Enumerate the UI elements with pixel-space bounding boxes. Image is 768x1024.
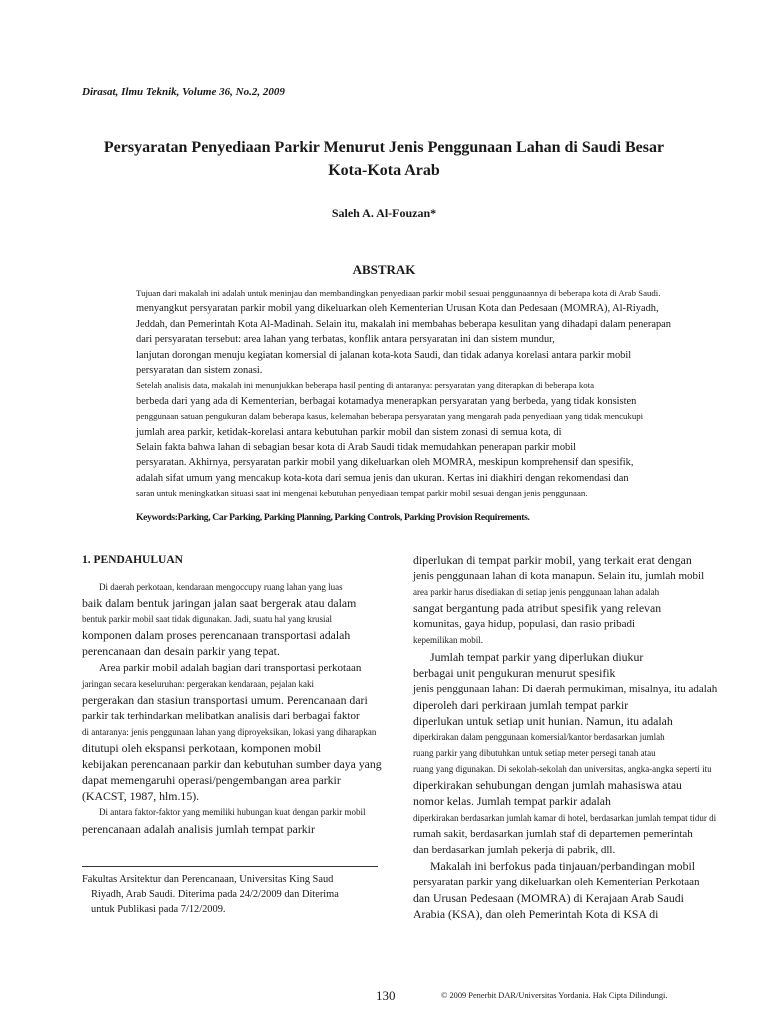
article-title bbox=[60, 136, 708, 182]
body-line: ditutupi oleh ekspansi perkotaan, komponen mobil bbox=[82, 741, 322, 756]
body-line: parkir tak terhindarkan melibatkan analisis dari berbagai faktor bbox=[82, 709, 360, 722]
body-line: rumah sakit, berdasarkan jumlah staf di departemen pemerintah bbox=[413, 827, 693, 840]
body-line: diperlukan di tempat parkir mobil, yang terkait erat dengan bbox=[413, 553, 692, 567]
body-line: jaringan secara keseluruhan: pergerakan kendaraan, pejalan kaki bbox=[82, 678, 314, 689]
body-line: perencanaan dan desain parkir yang tepat. bbox=[82, 644, 280, 659]
body-line: pergerakan dan stasiun transportasi umum. Perencanaan dari bbox=[82, 692, 368, 707]
body-line: diperkirakan berdasarkan jumlah kamar di hotel, berdasarkan jumlah tempat tidur di bbox=[413, 812, 717, 823]
body-line: komunitas, gaya hidup, populasi, dan rasio pribadi bbox=[413, 618, 636, 631]
body-line: jenis penggunaan lahan di kota manapun. Selain itu, jumlah mobil bbox=[413, 570, 705, 583]
body-line: diperlukan untuk setiap unit hunian. Namun, itu adalah bbox=[413, 713, 673, 728]
keywords: Keywords:Parking, Car Parking, Parking Planning, Parking Controls, Parking Provision Requirements. bbox=[136, 512, 530, 523]
left-column bbox=[82, 552, 407, 837]
footnote-rule bbox=[82, 866, 378, 867]
title-line: Kota-Kota Arab bbox=[328, 162, 440, 179]
abstract-line: lanjutan dorongan menuju kegiatan komersial di jalanan kota-kota Saudi, dan tidak adanya korelasi antara parkir mobil bbox=[136, 349, 632, 361]
abstract-line: Selain fakta bahwa lahan di sebagian besar kota di Arab Saudi tidak memudahkan penerapan parkir mobil bbox=[136, 442, 577, 454]
body-line: berbagai unit pengukuran menurut spesifik bbox=[413, 665, 616, 680]
abstract-line: dari persyaratan tersebut: area lahan yang terbatas, konflik antara persyaratan ini dan sistem mundur, bbox=[136, 334, 555, 346]
body-line: area parkir harus disediakan di setiap jenis penggunaan lahan adalah bbox=[413, 587, 660, 598]
body-line: bentuk parkir mobil saat tidak digunakan. Jadi, suatu hal yang krusial bbox=[82, 614, 332, 625]
abstract-heading: ABSTRAK bbox=[352, 262, 416, 277]
abstract-line: Setelah analisis data, makalah ini menunjukkan beberapa hasil penting di antaranya: persyaratan yang diterapkan di beberapa kota bbox=[136, 380, 594, 391]
body-line: jenis penggunaan lahan: Di daerah permukiman, misalnya, itu adalah bbox=[413, 682, 718, 695]
body-line: baik dalam bentuk jaringan jalan saat bergerak atau dalam bbox=[82, 596, 357, 611]
body-line: persyaratan parkir yang dikeluarkan oleh Kementerian Perkotaan bbox=[413, 875, 700, 888]
body-line: sangat bergantung pada atribut spesifik yang relevan bbox=[413, 601, 662, 616]
body-line: (KACST, 1987, hlm.15). bbox=[82, 789, 200, 804]
title-line: Persyaratan Penyediaan Parkir Menurut Jenis Penggunaan Lahan di Saudi Besar bbox=[103, 139, 665, 156]
body-line: dan berdasarkan jumlah pekerja di pabrik, dll. bbox=[413, 843, 616, 856]
abstract-line: berbeda dari yang ada di Kementerian, berbagai kotamadya menerapkan persyaratan yang berbeda, yang tidak konsisten bbox=[136, 395, 637, 407]
body-line: ruang parkir yang dibutuhkan untuk setiap meter persegi tanah atau bbox=[413, 748, 656, 759]
body-line: ruang yang digunakan. Di sekolah-sekolah dan universitas, angka-angka seperti itu bbox=[413, 764, 712, 775]
abstract-line: penggunaan satuan pengukuran dalam beberapa kasus, kelemahan beberapa persyaratan yang mengarah pada penyediaan yang tidak mencukupi bbox=[136, 411, 644, 422]
section-heading: 1. PENDAHULUAN bbox=[82, 554, 183, 566]
body-line: Jumlah tempat parkir yang diperlukan diukur bbox=[430, 649, 644, 664]
abstract-body bbox=[136, 286, 698, 502]
abstract-line: persyaratan. Akhirnya, persyaratan parkir mobil yang dikeluarkan oleh MOMRA, meskipun komprehensif dan spesifik, bbox=[136, 457, 634, 469]
body-line: Makalah ini berfokus pada tinjauan/perbandingan mobil bbox=[430, 858, 696, 873]
abstract-line: persyaratan dan sistem zonasi. bbox=[136, 365, 263, 377]
abstract-line: menyangkut persyaratan parkir mobil yang dikeluarkan oleh Kementerian Urusan Kota dan Pedesaan (MOMRA), Al-Riyadh, bbox=[136, 303, 659, 315]
body-line: dan Urusan Pedesaan (MOMRA) di Kerajaan Arab Saudi bbox=[413, 890, 684, 905]
abstract-line: Jeddah, dan Pemerintah Kota Al-Madinah. Selain itu, makalah ini membahas beberapa kesulitan yang dihadapi dalam penerapan bbox=[136, 318, 671, 330]
body-line: dapat memengaruhi operasi/pengembangan area parkir bbox=[82, 773, 341, 788]
journal-header: Dirasat, Ilmu Teknik, Volume 36, No.2, 2009 bbox=[82, 86, 285, 98]
abstract-line: adalah sifat umum yang mencakup kota-kota dari semua jenis dan ukuran. Kertas ini diakhiri dengan rekomendasi dan bbox=[136, 472, 629, 484]
body-line: nomor kelas. Jumlah tempat parkir adalah bbox=[413, 794, 611, 809]
body-line: Di antara faktor-faktor yang memiliki hubungan kuat dengan parkir mobil bbox=[99, 807, 366, 818]
footnote bbox=[82, 872, 400, 917]
body-line: diperoleh dari perkiraan jumlah tempat parkir bbox=[413, 697, 629, 712]
body-line: Di daerah perkotaan, kendaraan mengoccupy ruang lahan yang luas bbox=[99, 582, 343, 593]
body-line: komponen dalam proses perencanaan transportasi adalah bbox=[82, 628, 351, 643]
footnote-line: Fakultas Arsitektur dan Perencanaan, Universitas King Saud bbox=[82, 874, 334, 885]
body-line: Arabia (KSA), dan oleh Pemerintah Kota di KSA di bbox=[413, 907, 659, 922]
body-line: kepemilikan mobil. bbox=[413, 635, 483, 646]
abstract-line: Tujuan dari makalah ini adalah untuk meninjau dan membandingkan penyediaan parkir mobil sesuai penggunaannya di beberapa kota di Arab Saudi. bbox=[136, 288, 661, 298]
right-column bbox=[413, 552, 725, 922]
body-line: perencanaan adalah analisis jumlah tempat parkir bbox=[82, 821, 315, 836]
body-line: diperkirakan dalam penggunaan komersial/kantor berdasarkan jumlah bbox=[413, 732, 665, 743]
abstract-line: jumlah area parkir, ketidak-korelasi antara kebutuhan parkir mobil dan sistem zonasi di semua kota, di bbox=[136, 426, 562, 438]
footnote-line: untuk Publikasi pada 7/12/2009. bbox=[91, 904, 226, 915]
page-number: 130 bbox=[376, 988, 396, 1003]
abstract-line: saran untuk meningkatkan situasi saat ini mengenai kebutuhan penyediaan tempat parkir mobil sesuai dengan jenis penggunaan. bbox=[136, 488, 588, 499]
author-name: Saleh A. Al-Fouzan* bbox=[331, 206, 437, 220]
body-line: di antaranya: jenis penggunaan lahan yang diproyeksikan, lokasi yang diharapkan bbox=[82, 726, 377, 737]
body-line: Area parkir mobil adalah bagian dari transportasi perkotaan bbox=[99, 661, 362, 674]
body-line: kebijakan perencanaan parkir dan kebutuhan sumber daya yang bbox=[82, 757, 382, 772]
copyright-notice: © 2009 Penerbit DAR/Universitas Yordania. Hak Cipta Dilindungi. bbox=[441, 991, 668, 1000]
body-line: diperkirakan sehubungan dengan jumlah mahasiswa atau bbox=[413, 778, 682, 793]
footnote-line: Riyadh, Arab Saudi. Diterima pada 24/2/2009 dan Diterima bbox=[91, 889, 339, 900]
